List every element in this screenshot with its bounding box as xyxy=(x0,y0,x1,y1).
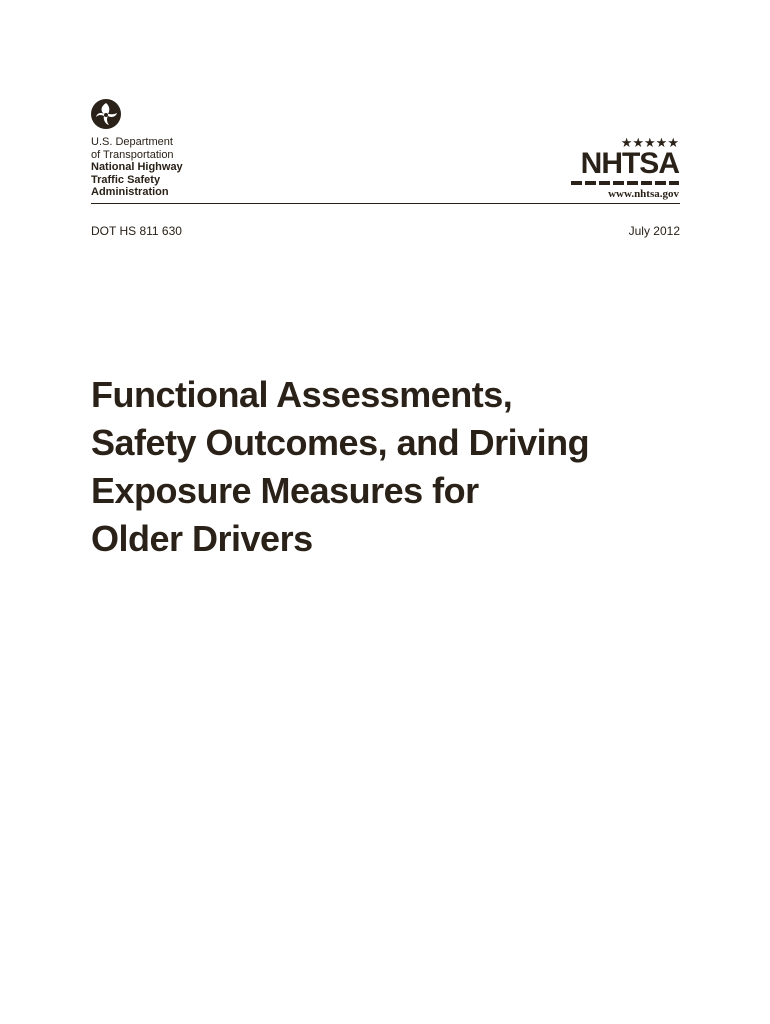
header-divider xyxy=(91,203,680,204)
administration-line: Traffic Safety xyxy=(91,173,161,186)
stars-icon: ★★★★★ xyxy=(620,135,679,150)
agency-name xyxy=(91,136,183,199)
website-link[interactable]: www.nhtsa.gov xyxy=(608,188,679,200)
publication-date: July 2012 xyxy=(628,224,680,238)
nhtsa-wordmark: NHTSA xyxy=(580,147,679,180)
title-line: Functional Assessments, xyxy=(91,374,513,415)
administration-line: Administration xyxy=(91,186,169,198)
title-line: Safety Outcomes, and Driving xyxy=(91,422,590,463)
department-line: of Transportation xyxy=(91,148,174,161)
title-line: Exposure Measures for xyxy=(91,470,479,511)
nhtsa-logo xyxy=(559,136,679,201)
title-line: Older Drivers xyxy=(91,518,313,559)
document-number: DOT HS 811 630 xyxy=(91,224,182,238)
dash-rule xyxy=(571,181,679,185)
dot-triskelion-icon xyxy=(91,99,121,129)
report-title xyxy=(91,371,731,563)
department-line: U.S. Department xyxy=(91,136,173,148)
administration-line: National Highway xyxy=(91,161,183,173)
